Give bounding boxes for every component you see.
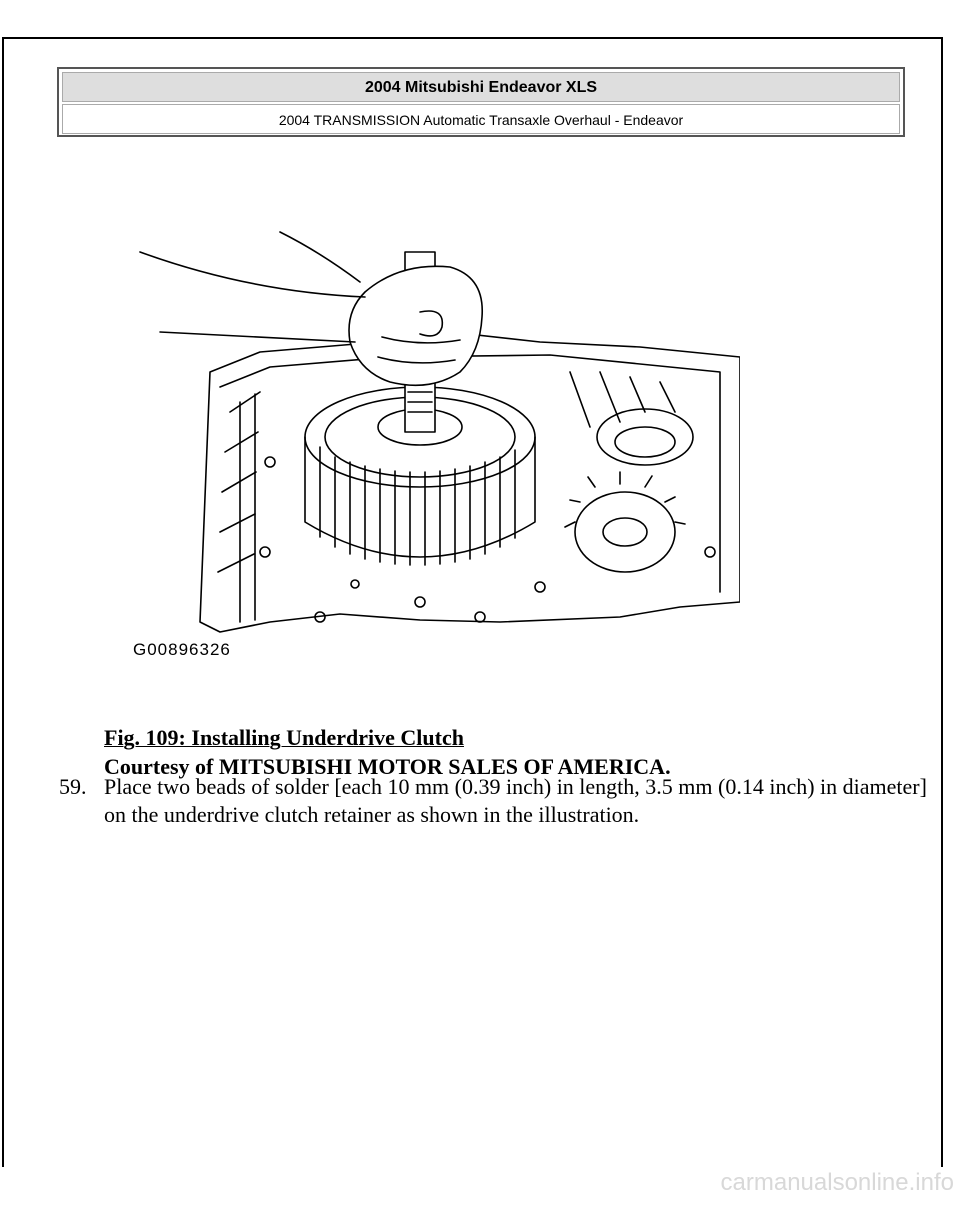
step-text: Place two beads of solder [each 10 mm (0.39 inch) in length, 3.5 mm (0.14 inch) in diameter] on the underdrive clutch retainer as shown in the illustration. xyxy=(104,774,927,827)
arm xyxy=(140,252,365,342)
hand xyxy=(349,266,482,385)
header-title: 2004 Mitsubishi Endeavor XLS xyxy=(62,72,900,102)
header-subtitle: 2004 TRANSMISSION Automatic Transaxle Overhaul - Endeavor xyxy=(62,104,900,134)
figure-code: G00896326 xyxy=(133,640,231,659)
underdrive-clutch-illustration xyxy=(120,222,740,662)
pinion-gear xyxy=(575,492,675,572)
document-header xyxy=(57,67,905,137)
step-number: 59. xyxy=(59,774,87,799)
procedure-step xyxy=(59,773,929,829)
caption-title: Fig. 109: Installing Underdrive Clutch xyxy=(104,725,464,750)
caption-courtesy: Courtesy of MITSUBISHI MOTOR SALES OF AMERICA. xyxy=(104,754,671,779)
watermark: carmanualsonline.info xyxy=(720,1169,954,1196)
